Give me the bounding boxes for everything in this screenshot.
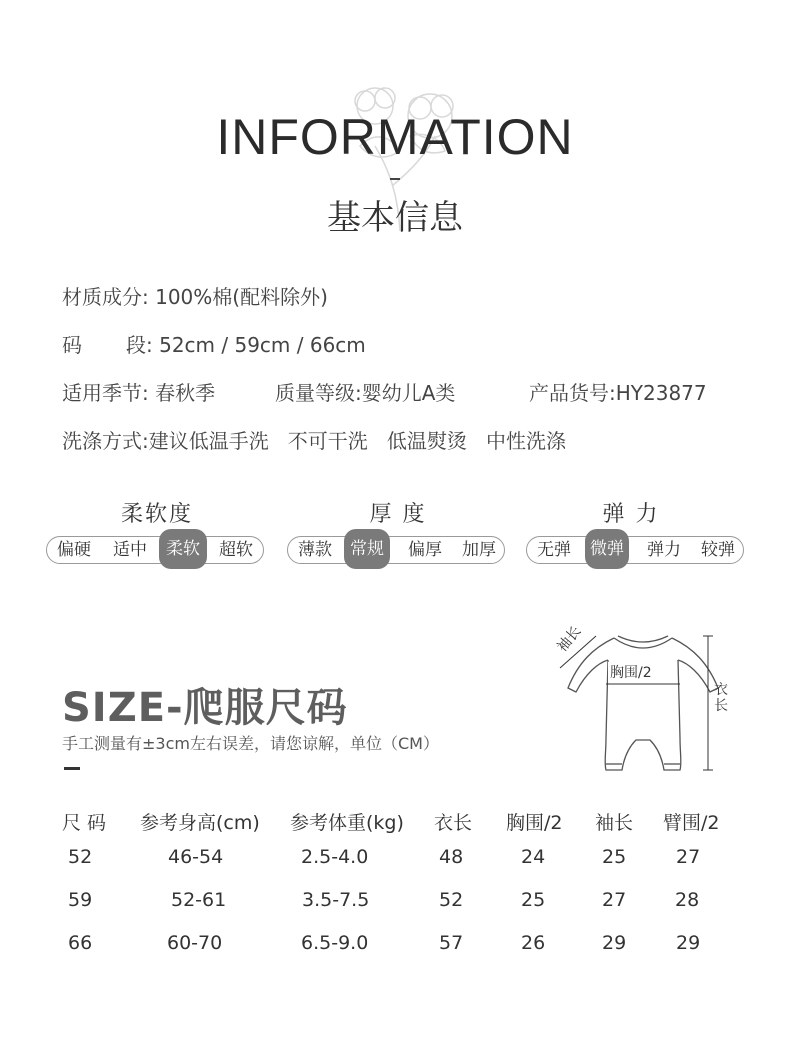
table-header: 臂围/2 (663, 812, 720, 834)
table-header: 尺 码 (62, 812, 107, 834)
grade-line: 质量等级:婴幼儿A类 (275, 381, 456, 405)
size-code-value: 段: 52cm / 59cm / 66cm (126, 333, 366, 357)
elasticity-option: 较弹 (701, 540, 735, 560)
size-note: 手工测量有±3cm左右误差，请您谅解，单位（CM） (62, 734, 439, 753)
size-divider (64, 767, 80, 770)
softness-option: 适中 (113, 540, 147, 560)
season-line: 适用季节: 春秋季 (62, 381, 216, 405)
table-cell: 46-54 (168, 846, 224, 868)
table-cell: 52-61 (171, 889, 227, 911)
table-cell: 52 (68, 846, 93, 868)
table-header: 参考体重(kg) (290, 812, 404, 834)
chest-label: 胸围/2 (608, 662, 654, 682)
size-code-label: 码 (62, 333, 82, 357)
sleeve-label: 袖长 (554, 623, 585, 656)
elasticity-option: 弹力 (647, 540, 681, 560)
item-number-line: 产品货号:HY23877 (529, 381, 707, 405)
softness-option-selected: 柔软 (159, 529, 207, 569)
elasticity-option: 无弹 (537, 540, 571, 560)
table-header: 参考身高(cm) (140, 812, 260, 834)
table-cell: 29 (602, 932, 627, 954)
size-section-title: SIZE-爬服尺码 (62, 685, 348, 731)
title-divider (390, 178, 400, 180)
softness-option: 偏硬 (57, 540, 91, 560)
thickness-option-selected: 常规 (344, 529, 390, 569)
table-cell: 60-70 (167, 932, 223, 954)
table-cell: 25 (521, 889, 546, 911)
table-cell: 28 (675, 889, 700, 911)
table-cell: 52 (439, 889, 464, 911)
thickness-option: 加厚 (462, 540, 496, 560)
table-cell: 25 (602, 846, 627, 868)
table-cell: 27 (676, 846, 701, 868)
softness-title: 柔软度 (120, 502, 193, 527)
title-english: INFORMATION (216, 109, 574, 165)
size-code-line (62, 329, 366, 358)
softness-scale (46, 536, 264, 564)
table-cell: 6.5-9.0 (301, 932, 369, 954)
thickness-title: 厚 度 (369, 502, 427, 527)
material-line: 材质成分: 100%棉(配料除外) (62, 285, 328, 309)
washing-line: 洗涤方式:建议低温手洗 不可干洗 低温熨烫 中性洗涤 (62, 429, 566, 453)
length-label: 衣长 (714, 682, 728, 714)
table-cell: 3.5-7.5 (302, 889, 370, 911)
table-cell: 59 (68, 889, 93, 911)
table-header: 衣长 (434, 812, 473, 834)
elasticity-title: 弹 力 (602, 502, 660, 527)
table-header: 胸围/2 (506, 812, 563, 834)
thickness-option: 薄款 (298, 540, 332, 560)
table-cell: 57 (439, 932, 464, 954)
table-cell: 24 (521, 846, 546, 868)
table-header: 袖长 (595, 812, 634, 834)
softness-option: 超软 (219, 540, 253, 560)
table-cell: 29 (676, 932, 701, 954)
table-cell: 48 (439, 846, 464, 868)
table-cell: 27 (602, 889, 627, 911)
thickness-option: 偏厚 (408, 540, 442, 560)
table-cell: 66 (68, 932, 93, 954)
elasticity-option-selected: 微弹 (585, 529, 629, 569)
table-cell: 26 (521, 932, 546, 954)
thickness-scale (287, 536, 505, 564)
table-cell: 2.5-4.0 (301, 846, 369, 868)
title-chinese: 基本信息 (327, 198, 463, 238)
elasticity-scale (526, 536, 744, 564)
